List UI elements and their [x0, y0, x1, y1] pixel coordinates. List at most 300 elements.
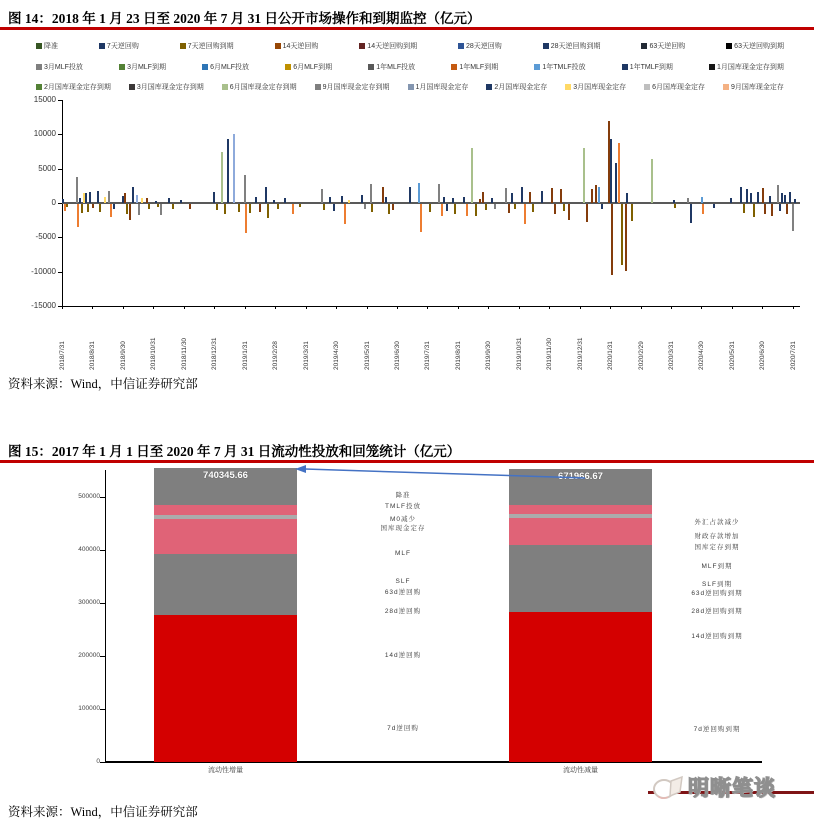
bar — [329, 197, 331, 203]
legend-swatch — [534, 64, 540, 70]
legend-label: 63天逆回购到期 — [734, 43, 784, 50]
bar — [77, 204, 79, 227]
legend-item — [408, 82, 469, 92]
legend-item — [99, 41, 139, 51]
x-axis-label: 2019/5/31 — [363, 341, 371, 370]
bar-segment — [154, 519, 297, 554]
x-axis-label: 2020/4/30 — [698, 341, 706, 370]
bar — [129, 204, 131, 220]
bar — [333, 204, 335, 211]
x-axis-label: 2019/4/30 — [333, 341, 341, 370]
bar — [740, 187, 742, 203]
legend-item — [275, 41, 319, 51]
bar — [482, 192, 484, 203]
legend-label: 1年TMLF投放 — [542, 64, 586, 71]
legend-item — [36, 62, 83, 72]
bar — [249, 204, 251, 213]
right-label: 7d逆回购到期 — [693, 726, 741, 733]
bar — [702, 204, 704, 214]
legend-swatch — [129, 84, 135, 90]
bar — [321, 189, 323, 203]
bar — [651, 159, 653, 203]
x-axis-tick — [62, 306, 63, 309]
x-axis-label: 2019/3/31 — [302, 341, 310, 370]
y-axis-tick — [100, 762, 105, 763]
bar — [673, 200, 675, 203]
y-axis-label: 300000 — [78, 599, 100, 606]
megaphone-icon — [652, 774, 684, 802]
bar — [385, 197, 387, 203]
x-axis-tick — [488, 306, 489, 309]
bar — [277, 204, 279, 209]
bar — [259, 204, 261, 212]
legend-item — [451, 62, 498, 72]
legend-item — [359, 41, 417, 51]
legend-swatch — [641, 43, 647, 49]
x-axis-tick — [123, 306, 124, 309]
x-axis-tick — [153, 306, 154, 309]
bar — [81, 204, 83, 213]
mid-label: 63d逆回购 — [384, 589, 422, 596]
total-label: 740345.66 — [203, 469, 248, 481]
mid-label: 国库现金定存 — [380, 525, 426, 532]
x-axis-tick — [214, 306, 215, 309]
bar — [124, 193, 126, 203]
legend-label: 3月国库现金定存到期 — [136, 84, 204, 91]
bar — [108, 191, 110, 203]
right-label: SLF到期 — [702, 581, 732, 588]
bar — [586, 204, 588, 222]
x-axis-label: 2018/7/31 — [59, 341, 66, 370]
legend-swatch — [458, 43, 464, 49]
legend-label: 63天逆回购 — [649, 43, 686, 50]
x-axis-tick — [367, 306, 368, 309]
bar — [769, 196, 771, 203]
bar — [238, 204, 240, 212]
bar — [746, 189, 748, 203]
legend-item — [458, 41, 502, 51]
bar — [180, 200, 182, 203]
bar — [777, 185, 779, 203]
bar — [466, 204, 468, 216]
x-axis-label: 2018/9/30 — [119, 341, 127, 370]
bar — [364, 204, 366, 209]
legend-item — [129, 82, 204, 92]
figure15-source: 资料来源：Wind，中信证券研究部 — [8, 805, 198, 819]
legend-swatch — [99, 43, 105, 49]
legend-label: 9月国库现金定存到期 — [322, 84, 390, 91]
legend-label: 1年TMLF到期 — [629, 64, 673, 71]
bar — [479, 199, 481, 203]
legend-item — [36, 82, 111, 92]
x-axis-tick — [610, 306, 611, 309]
legend-swatch — [222, 84, 228, 90]
y-axis-label: 100000 — [78, 705, 100, 712]
y-axis-tick — [58, 237, 62, 238]
bar — [420, 204, 422, 232]
right-label: 财政存款增加 — [694, 533, 740, 540]
legend-label: 3月MLF投放 — [44, 64, 83, 71]
bar — [299, 204, 301, 207]
bar-segment — [154, 554, 297, 615]
bar — [292, 204, 294, 214]
legend-swatch — [315, 84, 321, 90]
y-axis-tick — [100, 709, 105, 710]
bar — [701, 197, 703, 203]
right-label: 14d逆回购到期 — [691, 633, 743, 640]
bar — [97, 191, 99, 203]
legend-item — [709, 62, 784, 72]
y-axis-tick — [58, 272, 62, 273]
y-axis-tick — [58, 169, 62, 170]
x-axis-label: 2019/8/31 — [454, 341, 462, 370]
bar — [551, 188, 553, 203]
bar — [563, 204, 565, 211]
bar — [227, 139, 229, 203]
bar — [92, 204, 94, 208]
x-axis-label: 2018/10/31 — [150, 337, 158, 370]
legend-label: 9月国库现金定存 — [731, 84, 784, 91]
mid-label: MLF — [395, 550, 411, 557]
bar — [475, 204, 477, 216]
bar — [532, 204, 534, 212]
bar — [452, 198, 454, 203]
y-axis-label: -15000 — [31, 301, 56, 310]
bar — [172, 204, 174, 209]
bar — [89, 192, 91, 203]
figure14-source: 资料来源：Wind，中信证券研究部 — [8, 377, 198, 391]
legend-item — [119, 62, 166, 72]
x-axis-label: 2019/7/31 — [424, 341, 432, 370]
bar — [674, 204, 676, 208]
legend-label: 28天逆回购 — [466, 43, 502, 50]
figure14-title-underline — [0, 27, 814, 30]
bar — [514, 204, 516, 209]
bar — [344, 204, 346, 224]
bar — [485, 204, 487, 210]
x-axis-tick — [519, 306, 520, 309]
x-axis-tick — [549, 306, 550, 309]
bar — [341, 196, 343, 203]
x-axis-label: 2019/10/31 — [515, 337, 523, 370]
figure15-title: 图 15：2017 年 1 月 1 日至 2020 年 7 月 31 日流动性投放和回笼统计（亿元） — [8, 444, 461, 459]
bar — [463, 197, 465, 203]
legend-item — [285, 62, 332, 72]
bar — [529, 192, 531, 203]
bar — [781, 193, 783, 203]
bar — [541, 191, 543, 203]
bar — [323, 204, 325, 210]
legend-swatch — [451, 64, 457, 70]
legend-swatch — [202, 64, 208, 70]
bar — [382, 187, 384, 203]
y-axis-label: 200000 — [78, 652, 100, 659]
legend-label: 6月国库现金定存 — [652, 84, 706, 91]
bar — [221, 152, 223, 204]
bar — [771, 204, 773, 216]
legend-label: 降准 — [44, 43, 58, 50]
y-axis-label: 15000 — [33, 95, 56, 104]
legend-label: 14天逆回购到期 — [367, 43, 418, 50]
y-axis-tick — [100, 603, 105, 604]
legend-swatch — [36, 43, 42, 49]
bar — [784, 195, 786, 203]
bar — [160, 204, 162, 215]
x-axis-label: 2020/5/31 — [728, 341, 736, 370]
bar — [792, 204, 794, 231]
x-axis-tick — [793, 306, 794, 309]
x-axis-tick — [184, 306, 185, 309]
bar — [595, 185, 597, 203]
legend-swatch — [359, 43, 365, 49]
legend-item — [486, 82, 547, 92]
bar — [779, 204, 781, 211]
bar — [104, 197, 106, 203]
bar — [491, 198, 493, 203]
legend-label: 7天逆回购到期 — [187, 43, 234, 50]
bar — [371, 204, 373, 212]
mid-label: M0减少 — [389, 516, 417, 523]
legend-label: 6月MLF投放 — [210, 64, 250, 71]
bar — [79, 198, 81, 203]
bar-segment — [509, 518, 652, 545]
legend-swatch — [622, 64, 628, 70]
x-axis-tick — [762, 306, 763, 309]
mid-label: 28d逆回购 — [384, 608, 422, 615]
bar — [138, 204, 140, 215]
figure14-legend-row-1 — [36, 41, 784, 51]
bar — [454, 204, 456, 214]
y-axis-tick — [100, 656, 105, 657]
bar — [392, 204, 394, 210]
x-axis-label: 2018/11/30 — [180, 337, 188, 370]
bar — [554, 204, 556, 214]
y-axis-label: -5000 — [35, 232, 56, 242]
legend-swatch — [36, 84, 42, 90]
legend-item — [534, 62, 585, 72]
bar-segment — [509, 505, 652, 514]
right-label: 28d逆回购到期 — [691, 608, 743, 615]
x-axis-tick — [641, 306, 642, 309]
legend-item — [726, 41, 784, 51]
legend-swatch — [36, 64, 42, 70]
bar — [348, 200, 350, 203]
bar — [62, 199, 64, 203]
y-axis-label: 10000 — [33, 129, 56, 139]
x-axis-label: 2019/9/30 — [485, 341, 493, 370]
y-axis-tick — [100, 497, 105, 498]
x-axis-tick — [427, 306, 428, 309]
bar — [429, 204, 431, 212]
bar — [136, 195, 138, 203]
bar — [621, 204, 623, 265]
bar — [443, 197, 445, 203]
bar — [568, 204, 570, 220]
legend-label: 3月国库现金定存 — [573, 84, 627, 91]
y-axis-label: 400000 — [78, 546, 100, 553]
legend-swatch — [408, 84, 414, 90]
bar — [168, 198, 170, 203]
legend-label: 1年MLF投放 — [376, 64, 416, 71]
legend-item — [543, 41, 601, 51]
legend-item — [622, 62, 673, 72]
legend-swatch — [543, 43, 549, 49]
legend-swatch — [368, 64, 374, 70]
bar — [560, 189, 562, 203]
mid-label: TMLF投放 — [385, 503, 421, 510]
chart1-x-axis-line — [62, 306, 800, 307]
legend-label: 2月国库现金定存 — [494, 84, 548, 91]
bar — [409, 187, 411, 203]
bar — [521, 187, 523, 203]
figure14-title: 图 14：2018 年 1 月 23 日至 2020 年 7 月 31 日公开市场操作和到期监控（亿元） — [8, 11, 481, 26]
bar — [713, 204, 715, 208]
bar — [388, 204, 390, 214]
x-axis-label: 2020/3/31 — [668, 341, 675, 370]
bar — [189, 204, 191, 209]
right-label: 63d逆回购到期 — [691, 590, 743, 597]
legend-item — [202, 62, 249, 72]
x-axis-label: 2019/11/30 — [546, 337, 554, 370]
x-axis-tick — [92, 306, 93, 309]
bar — [267, 204, 269, 218]
bar — [794, 199, 796, 203]
bar — [370, 184, 372, 203]
bar-segment — [509, 545, 652, 612]
bar — [611, 204, 613, 275]
y-axis-label: 0 — [96, 758, 100, 765]
total-label: 671966.67 — [558, 470, 603, 482]
x-axis-tick — [336, 306, 337, 309]
bar — [146, 198, 148, 203]
x-axis-tick — [306, 306, 307, 309]
bar — [625, 204, 627, 271]
bar-segment — [154, 515, 297, 519]
bar — [494, 204, 496, 209]
right-label: 外汇占款减少 — [694, 519, 740, 526]
bar — [524, 204, 526, 224]
bar — [618, 143, 620, 203]
category-label: 流动性减量 — [563, 767, 598, 774]
figure14-legend-row-3 — [36, 82, 784, 92]
legend-label: 6月国库现金定存到期 — [229, 84, 297, 91]
x-axis-label: 2018/8/31 — [89, 341, 97, 370]
legend-swatch — [723, 84, 729, 90]
bar — [213, 192, 215, 203]
bar — [216, 204, 218, 210]
legend-item — [644, 82, 705, 92]
mid-label: 14d逆回购 — [384, 652, 422, 659]
bar — [418, 183, 420, 203]
bar — [750, 193, 752, 203]
x-axis-tick — [458, 306, 459, 309]
bar — [610, 139, 612, 203]
bar — [762, 188, 764, 203]
bar — [438, 184, 440, 203]
bar — [233, 134, 235, 203]
y-axis-tick — [58, 100, 62, 101]
bar — [265, 187, 267, 203]
y-axis-tick — [58, 203, 62, 204]
bar — [583, 148, 585, 203]
y-axis-label: 500000 — [78, 493, 100, 500]
bar — [690, 204, 692, 223]
mid-label: SLF — [395, 578, 411, 585]
x-axis-tick — [671, 306, 672, 309]
x-axis-tick — [580, 306, 581, 309]
x-axis-label: 2019/1/31 — [241, 341, 249, 370]
legend-label: 28天逆回购到期 — [550, 43, 601, 50]
legend-item — [36, 41, 58, 51]
bar — [245, 204, 247, 233]
bar — [786, 204, 788, 214]
bar — [141, 198, 143, 203]
legend-item — [368, 62, 415, 72]
bar — [508, 204, 510, 213]
bar — [511, 193, 513, 203]
legend-label: 6月MLF到期 — [293, 64, 333, 71]
bar — [631, 204, 633, 221]
x-axis-label: 2020/1/31 — [607, 341, 615, 370]
bar — [255, 197, 257, 203]
bar — [757, 192, 759, 203]
legend-swatch — [180, 43, 186, 49]
bar — [110, 204, 112, 217]
legend-item — [315, 82, 390, 92]
legend-swatch — [726, 43, 732, 49]
bar — [113, 204, 115, 209]
legend-label: 2月国库现金定存到期 — [44, 84, 111, 91]
bar — [687, 198, 689, 203]
legend-label: 3月MLF到期 — [127, 64, 166, 71]
x-axis-label: 2019/12/31 — [576, 337, 584, 370]
bar — [273, 200, 275, 203]
legend-swatch — [285, 64, 291, 70]
bar — [99, 204, 101, 212]
mid-label: 7d逆回购 — [387, 725, 419, 732]
x-axis-tick — [397, 306, 398, 309]
bar — [591, 189, 593, 203]
legend-item — [641, 41, 685, 51]
bar — [155, 201, 157, 203]
y-axis-label: 0 — [51, 198, 56, 207]
right-label: 国库定存到期 — [694, 544, 740, 551]
x-axis-label: 2019/2/28 — [272, 341, 280, 370]
bar — [441, 204, 443, 216]
legend-swatch — [565, 84, 571, 90]
legend-label: 1月国库现金定存到期 — [717, 64, 784, 71]
y-axis-label: 5000 — [38, 163, 56, 173]
right-label: MLF到期 — [701, 563, 733, 570]
bar — [157, 204, 159, 207]
bar — [446, 204, 448, 211]
y-axis-label: -10000 — [31, 266, 56, 276]
legend-item — [180, 41, 234, 51]
bar — [789, 192, 791, 203]
bar — [224, 204, 226, 214]
x-axis-label: 2020/7/31 — [789, 341, 797, 370]
bar — [132, 187, 134, 203]
legend-label: 14天逆回购 — [282, 43, 319, 50]
legend-item — [222, 82, 297, 92]
y-axis-tick — [100, 550, 105, 551]
legend-item — [565, 82, 626, 92]
brand-text: 明晰笔谈 — [688, 777, 776, 800]
legend-swatch — [709, 64, 715, 70]
bar-segment — [509, 612, 652, 762]
figure14-legend-row-2 — [36, 62, 784, 72]
bar — [85, 193, 87, 203]
